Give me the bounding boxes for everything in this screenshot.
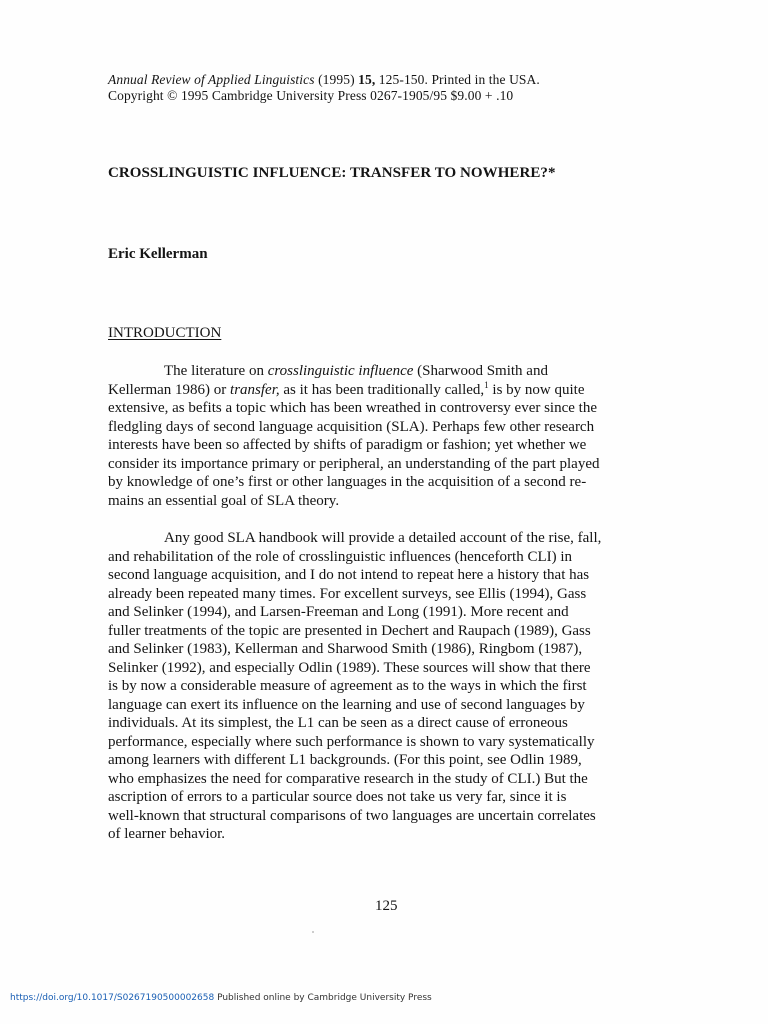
paragraph-line: and rehabilitation of the role of crosslinguistic influences (henceforth CLI) in (108, 548, 573, 565)
text-run: The literature on (164, 363, 268, 379)
page-number: 125 (375, 898, 398, 914)
italic-term: crosslinguistic influence (267, 363, 414, 379)
article-title: CROSSLINGUISTIC INFLUENCE: TRANSFER TO NOWHERE?* (108, 165, 556, 181)
scan-speck (312, 931, 314, 933)
journal-name: Annual Review of Applied Linguistics (108, 72, 315, 87)
paragraph-line: and Selinker (1994), and Larsen-Freeman and Long (1991). More recent and (108, 604, 569, 620)
italic-term: transfer, (230, 381, 280, 398)
section-heading: INTRODUCTION (108, 325, 222, 341)
paragraph-line: Any good SLA handbook will provide a detailed account of the rise, fall, (164, 530, 602, 546)
paragraph-line: and Selinker (1983), Kellerman and Sharwood Smith (1986), Ringbom (1987), (108, 641, 583, 657)
doi-link[interactable]: https://doi.org/10.1017/S0267190500002658 (10, 993, 215, 1003)
citation-volume: 15, (358, 72, 376, 87)
paragraph-line: well-known that structural comparisons of two languages are uncertain correlates (108, 807, 596, 824)
paragraph-line: mains an essential goal of SLA theory. (108, 492, 340, 509)
footnote-marker: 1 (484, 379, 489, 390)
text-run: (Sharwood Smith and (413, 363, 548, 379)
citation-year: (1995) (314, 72, 359, 87)
paragraph-line: extensive, as befits a topic which has been wreathed in controversy ever since the (108, 400, 597, 416)
paragraph-line: ascription of errors to a particular source does not take us very far, since it is (108, 789, 567, 805)
paragraph-2 (108, 529, 653, 844)
paragraph-line: second language acquisition, and I do not intend to repeat here a history that has (108, 567, 590, 583)
paragraph-line: Selinker (1992), and especially Odlin (1989). These sources will show that there (108, 659, 591, 676)
copyright-line: Copyright © 1995 Cambridge University Press 0267-1905/95 $9.00 + .10 (108, 88, 514, 103)
paragraph-line: performance, especially where such performance is shown to vary systematically (108, 733, 595, 750)
journal-header (108, 72, 540, 104)
citation-line (108, 72, 540, 88)
paragraph-line: among learners with different L1 backgrounds. (For this point, see Odlin 1989, (108, 752, 582, 768)
text-run: is by now quite (488, 381, 585, 398)
paragraph-line: consider its importance primary or peripheral, an understanding of the part played (108, 455, 600, 472)
footer-attribution (10, 993, 432, 1003)
paragraph-line (108, 381, 653, 400)
citation-pages: 125-150. Printed in the USA. (375, 72, 540, 87)
paragraph-line: of learner behavior. (108, 826, 226, 842)
publisher-note: Published online by Cambridge University Press (214, 993, 432, 1003)
paragraph-line: already been repeated many times. For excellent surveys, see Ellis (1994), Gass (108, 585, 587, 602)
paragraph-line: is by now a considerable measure of agreement as to the ways in which the first (108, 678, 587, 694)
text-run: Kellerman 1986) or (108, 381, 231, 398)
paragraph-line: fledgling days of second language acquisition (SLA). Perhaps few other research (108, 418, 595, 435)
author-name: Eric Kellerman (108, 246, 208, 262)
paragraph-line: fuller treatments of the topic are presented in Dechert and Raupach (1989), Gass (108, 622, 591, 639)
paragraph-line: language can exert its influence on the learning and use of second languages by (108, 696, 585, 713)
paragraph-line (108, 362, 653, 381)
text-run: as it has been traditionally called, (279, 381, 485, 398)
paragraph-line: by knowledge of one’s first or other languages in the acquisition of a second re- (108, 474, 587, 490)
paragraph-line: individuals. At its simplest, the L1 can be seen as a direct cause of erroneous (108, 715, 568, 731)
paragraph-1 (108, 362, 653, 510)
paragraph-line: interests have been so affected by shifts of paradigm or fashion; yet whether we (108, 437, 587, 453)
paragraph-line: who emphasizes the need for comparative research in the study of CLI.) But the (108, 770, 588, 787)
